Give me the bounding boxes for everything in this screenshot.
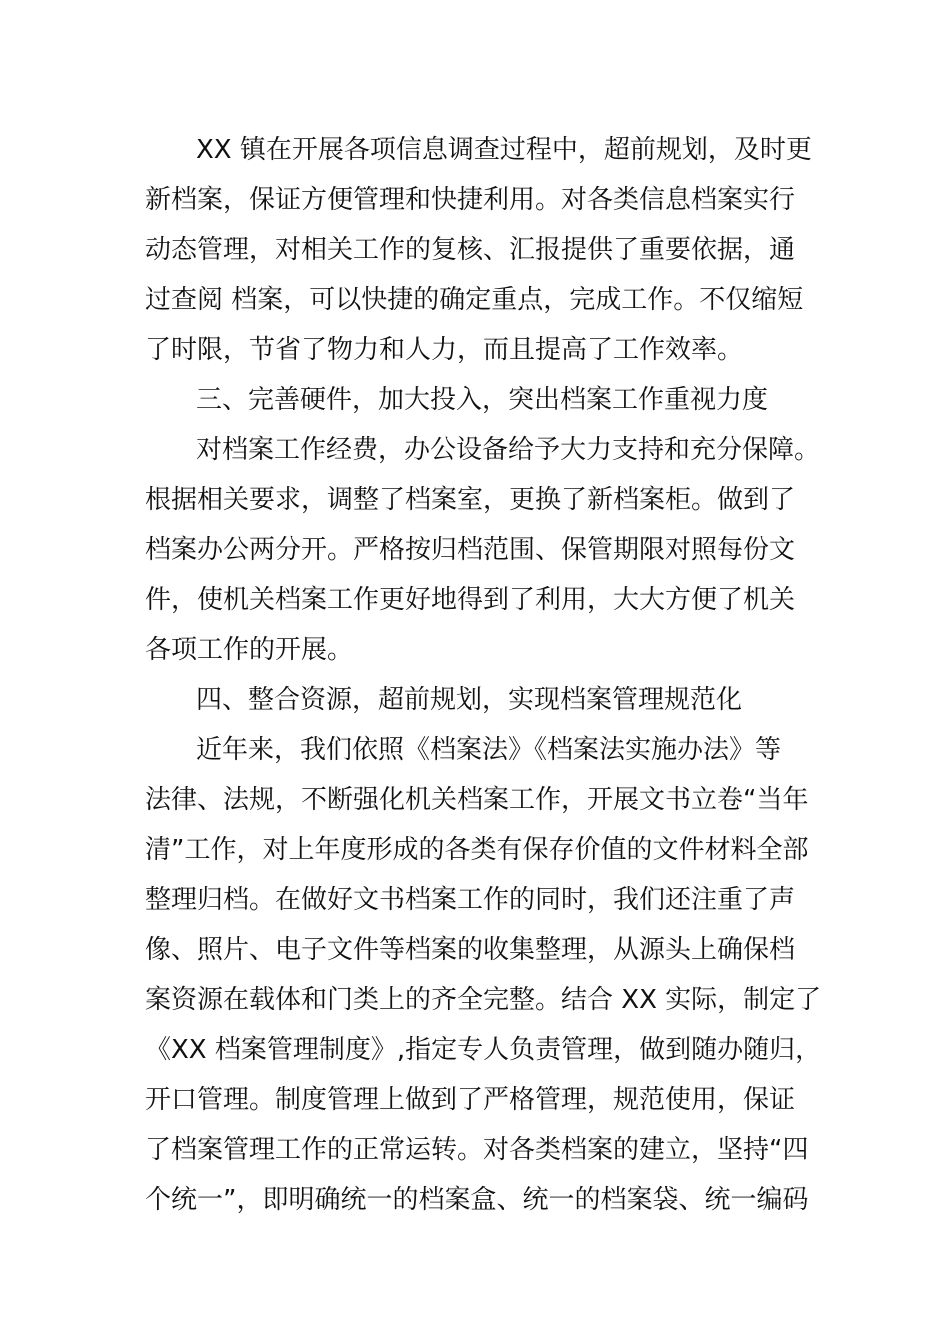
text-line: 《XX 档案管理制度》,指定专人负责管理，做到随办随归， (145, 1035, 822, 1065)
text-line: 根据相关要求，调整了档案室，更换了新档案柜。做到了 (145, 485, 796, 515)
text-line: 开口管理。制度管理上做到了严格管理，规范使用，保证 (145, 1085, 796, 1115)
text-line: 新档案，保证方便管理和快捷利用。对各类信息档案实行 (145, 185, 796, 215)
text-line: XX 镇在开展各项信息调查过程中，超前规划，及时更 (196, 135, 812, 165)
section-heading: 四、整合资源，超前规划，实现档案管理规范化 (196, 685, 743, 715)
text-line: 案资源在载体和门类上的齐全完整。结合 XX 实际，制定了 (145, 985, 822, 1015)
text-line: 近年来，我们依照《档案法》《档案法实施办法》等 (196, 735, 782, 765)
text-line: 像、照片、电子文件等档案的收集整理，从源头上确保档 (145, 935, 796, 965)
text-line: 法律、法规，不断强化机关档案工作，开展文书立卷“当年 (145, 785, 809, 815)
text-line: 清”工作，对上年度形成的各类有保存价值的文件材料全部 (145, 835, 809, 865)
text-line: 动态管理，对相关工作的复核、汇报提供了重要依据，通 (145, 235, 796, 265)
text-line: 对档案工作经费，办公设备给予大力支持和充分保障。 (196, 435, 821, 465)
text-line: 档案办公两分开。严格按归档范围、保管期限对照每份文 (145, 535, 796, 565)
text-line: 各项工作的开展。 (145, 635, 354, 665)
section-heading: 三、完善硬件，加大投入，突出档案工作重视力度 (196, 385, 769, 415)
text-line: 了档案管理工作的正常运转。对各类档案的建立，坚持“四 (145, 1135, 809, 1165)
text-line: 整理归档。在做好文书档案工作的同时，我们还注重了声 (145, 885, 796, 915)
text-line: 个统一”，即明确统一的档案盒、统一的档案袋、统一编码 (145, 1185, 809, 1215)
text-line: 过查阅 档案，可以快捷的确定重点，完成工作。不仅缩短 (145, 285, 804, 315)
text-line: 件，使机关档案工作更好地得到了利用，大大方便了机关 (145, 585, 796, 615)
text-line: 了时限，节省了物力和人力，而且提高了工作效率。 (145, 335, 744, 365)
